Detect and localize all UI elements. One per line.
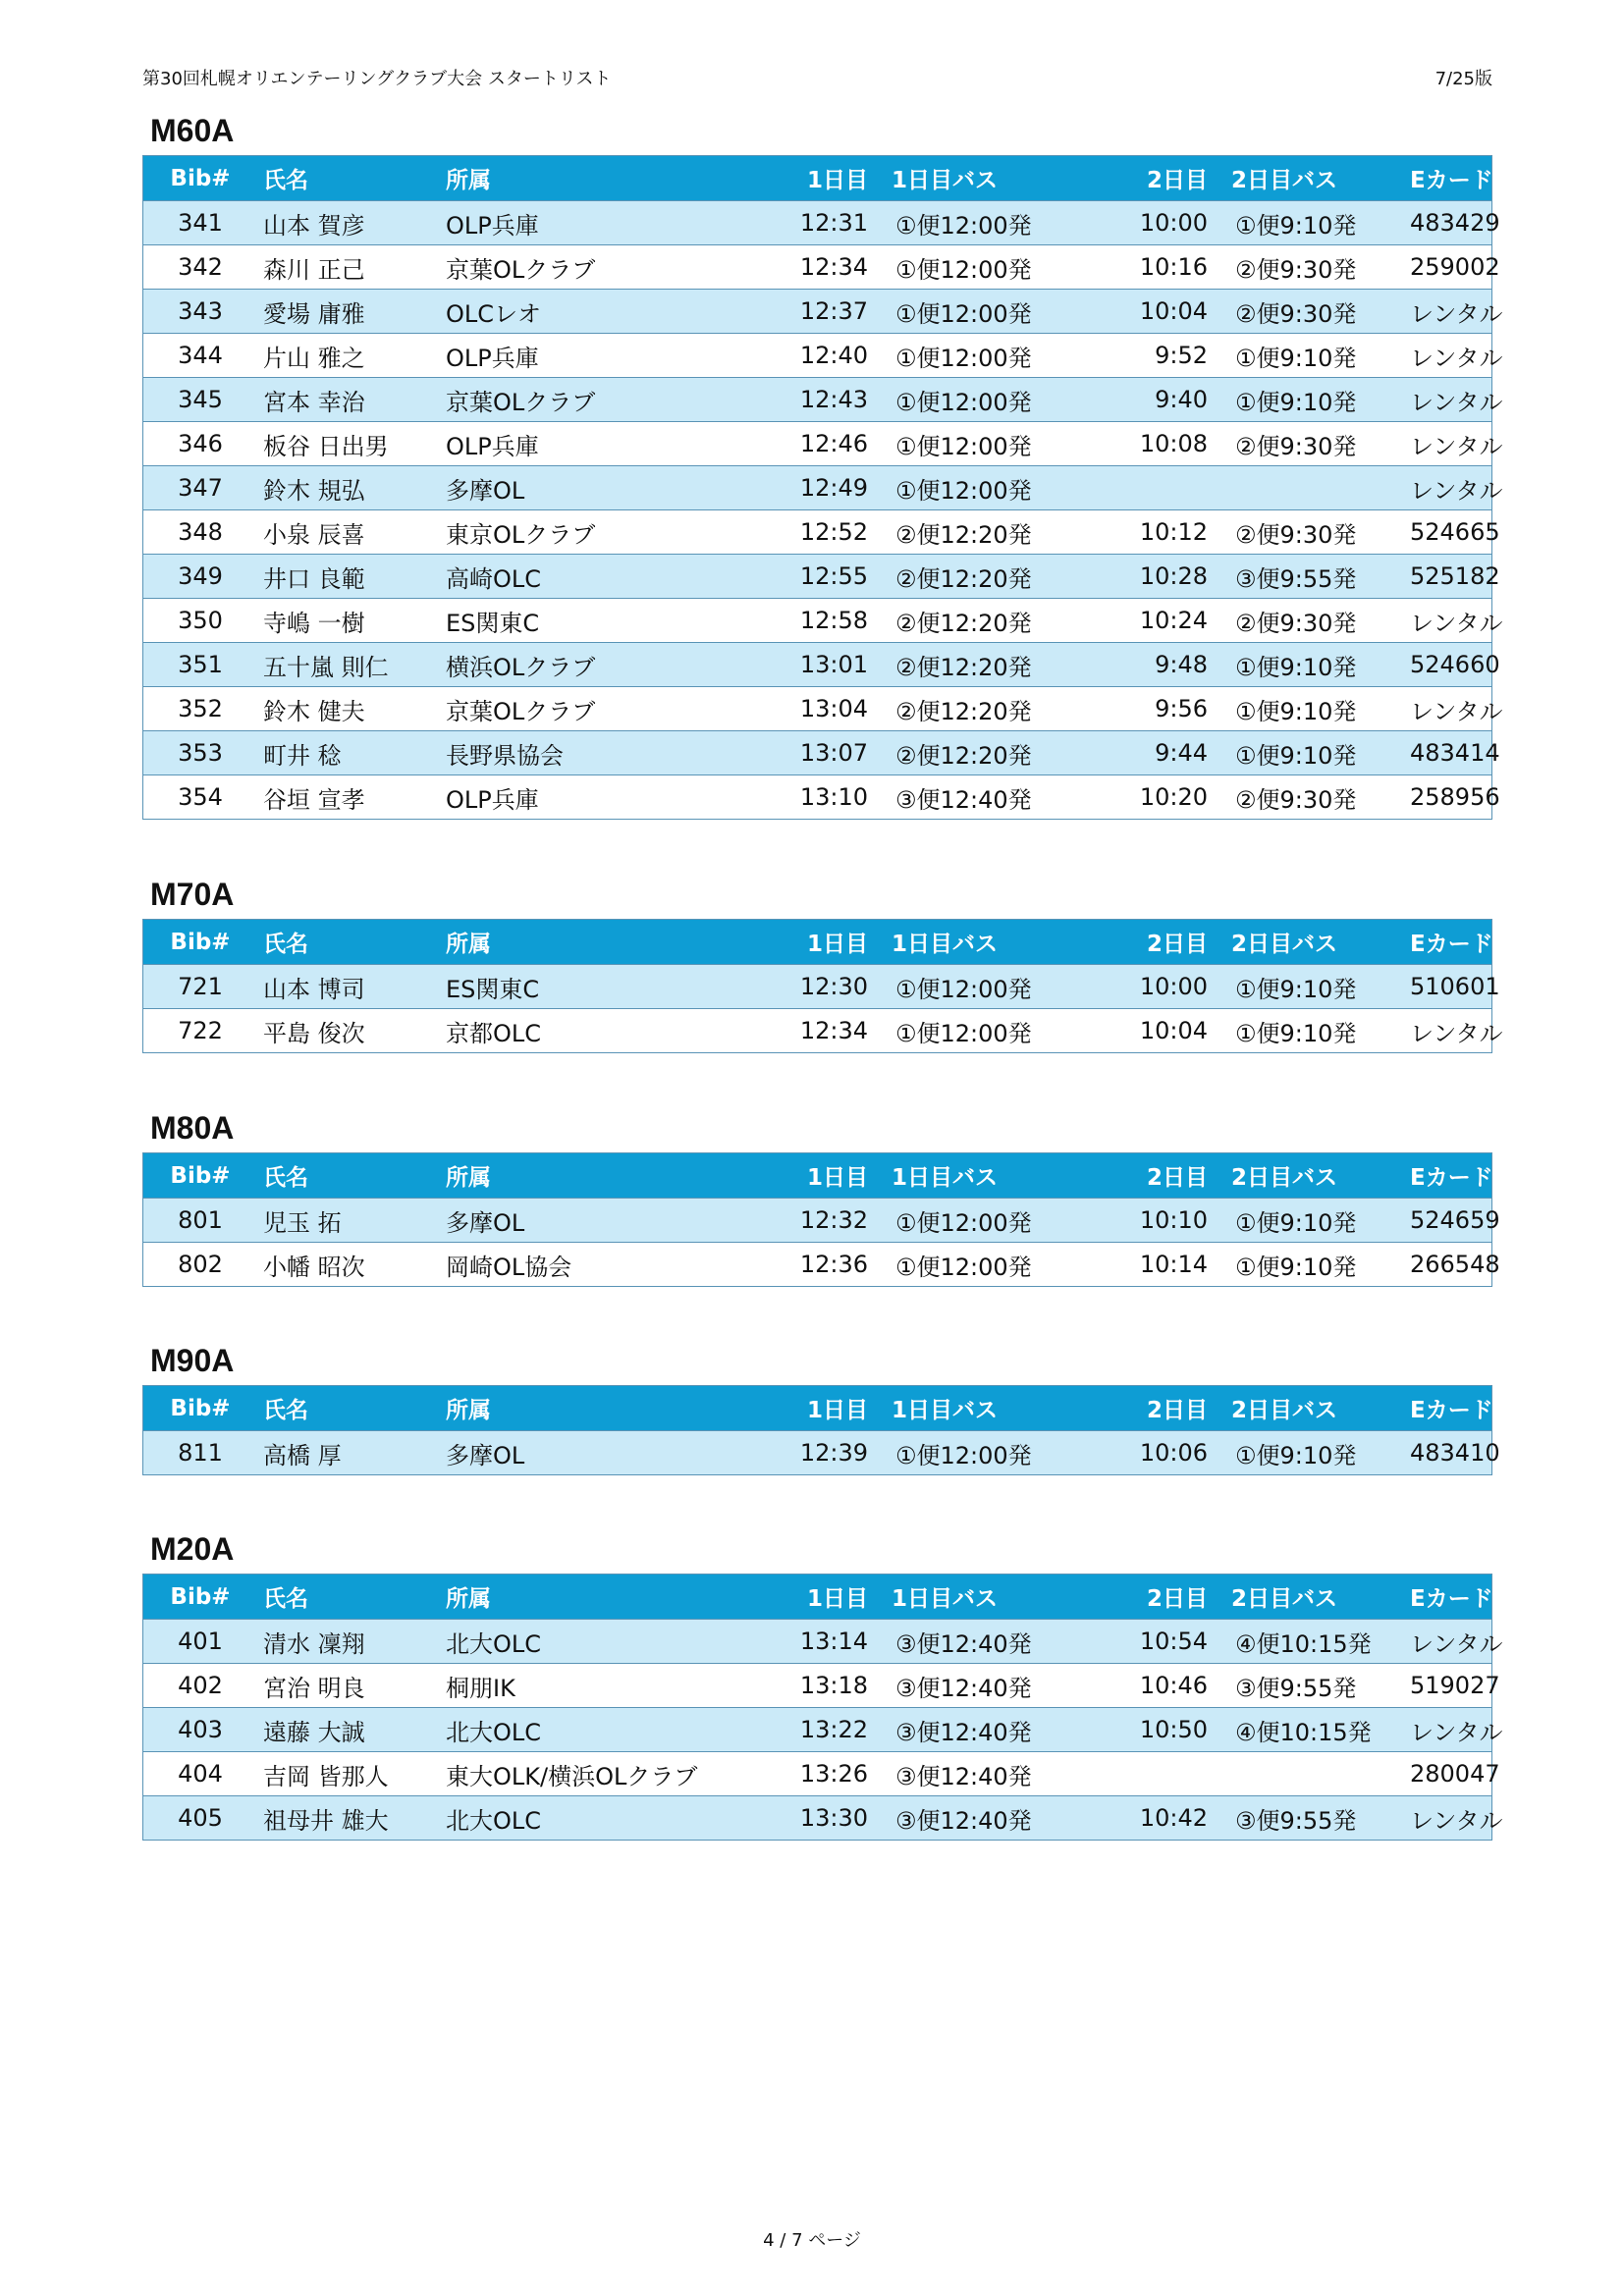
day2-bus-cell: ①便9:10発 — [1214, 643, 1404, 687]
day2-time-cell: 10:16 — [1070, 245, 1214, 290]
day2-time-cell: 9:40 — [1070, 378, 1214, 422]
table-row — [143, 555, 1492, 599]
bib-cell: 343 — [143, 290, 258, 334]
section-m20a — [142, 1528, 1539, 1841]
name-cell: 鈴木 健夫 — [257, 687, 440, 731]
column-header-bib: Bib# — [143, 1386, 258, 1431]
name-cell: 寺嶋 一樹 — [257, 599, 440, 643]
day1-time-cell: 13:01 — [750, 643, 874, 687]
column-header-day1-bus: 1日目バス — [874, 920, 1070, 965]
table-row — [143, 1664, 1492, 1708]
club-cell: ES関東C — [440, 599, 750, 643]
table-row — [143, 510, 1492, 555]
name-cell: 井口 良範 — [257, 555, 440, 599]
day1-time-cell: 13:04 — [750, 687, 874, 731]
start-list-table — [142, 919, 1539, 1053]
day2-bus-cell — [1214, 1752, 1404, 1796]
day1-bus-cell: ①便12:00発 — [874, 334, 1070, 378]
day1-bus-cell: ②便12:20発 — [874, 731, 1070, 775]
day2-time-cell: 10:12 — [1070, 510, 1214, 555]
column-header-day2-bus: 2日目バス — [1214, 920, 1404, 965]
day1-time-cell: 12:52 — [750, 510, 874, 555]
name-cell: 清水 凜翔 — [257, 1620, 440, 1664]
day2-bus-cell: ①便9:10発 — [1214, 334, 1404, 378]
column-header-day1: 1日目 — [750, 920, 874, 965]
section-m80a — [142, 1107, 1539, 1287]
day1-time-cell: 13:22 — [750, 1708, 874, 1752]
column-header-ecard: Eカード番号 — [1404, 920, 1492, 965]
club-cell: ES関東C — [440, 965, 750, 1009]
bib-cell: 802 — [143, 1243, 258, 1287]
day2-bus-cell: ③便9:55発 — [1214, 555, 1404, 599]
day2-time-cell: 9:52 — [1070, 334, 1214, 378]
section-m60a — [142, 110, 1539, 820]
table-row — [143, 334, 1492, 378]
ecard-cell: レンタル — [1404, 599, 1492, 643]
day2-bus-cell: ④便10:15発 — [1214, 1708, 1404, 1752]
day2-time-cell: 10:50 — [1070, 1708, 1214, 1752]
column-header-day1: 1日目 — [750, 1386, 874, 1431]
name-cell: 鈴木 規弘 — [257, 466, 440, 510]
day2-time-cell: 10:14 — [1070, 1243, 1214, 1287]
ecard-cell: 524660 — [1404, 643, 1492, 687]
day1-time-cell: 13:10 — [750, 775, 874, 820]
column-header-bib: Bib# — [143, 1153, 258, 1199]
table-row — [143, 643, 1492, 687]
ecard-cell: レンタル — [1404, 1009, 1492, 1053]
day1-bus-cell: ①便12:00発 — [874, 290, 1070, 334]
day1-time-cell: 12:30 — [750, 965, 874, 1009]
day1-bus-cell: ③便12:40発 — [874, 1752, 1070, 1796]
day2-bus-cell: ③便9:55発 — [1214, 1796, 1404, 1841]
table-header-row — [143, 920, 1492, 965]
day1-time-cell: 13:18 — [750, 1664, 874, 1708]
day1-bus-cell: ③便12:40発 — [874, 775, 1070, 820]
table-row — [143, 201, 1492, 245]
name-cell: 五十嵐 則仁 — [257, 643, 440, 687]
day1-bus-cell: ①便12:00発 — [874, 466, 1070, 510]
name-cell: 児玉 拓 — [257, 1199, 440, 1243]
name-cell: 山本 博司 — [257, 965, 440, 1009]
ecard-cell: 519027 — [1404, 1664, 1492, 1708]
day2-time-cell: 10:00 — [1070, 965, 1214, 1009]
bib-cell: 403 — [143, 1708, 258, 1752]
table-row — [143, 1243, 1492, 1287]
ecard-cell: レンタル — [1404, 334, 1492, 378]
name-cell: 宮本 幸治 — [257, 378, 440, 422]
day1-time-cell: 12:32 — [750, 1199, 874, 1243]
bib-cell: 341 — [143, 201, 258, 245]
day1-time-cell: 12:39 — [750, 1431, 874, 1475]
document-version: 7/25版 — [1435, 69, 1492, 89]
day2-bus-cell: ①便9:10発 — [1214, 1009, 1404, 1053]
column-header-day2-bus: 2日目バス — [1214, 1386, 1404, 1431]
club-cell: 多摩OL — [440, 1431, 750, 1475]
column-header-day2: 2日目 — [1070, 920, 1214, 965]
column-header-bib: Bib# — [143, 920, 258, 965]
day1-bus-cell: ①便12:00発 — [874, 245, 1070, 290]
day1-time-cell: 12:46 — [750, 422, 874, 466]
bib-cell: 401 — [143, 1620, 258, 1664]
section-title: M70A — [150, 877, 235, 912]
column-header-ecard: Eカード番号 — [1404, 156, 1492, 201]
day1-bus-cell: ①便12:00発 — [874, 422, 1070, 466]
day2-bus-cell: ②便9:30発 — [1214, 245, 1404, 290]
name-cell: 片山 雅之 — [257, 334, 440, 378]
column-header-day2-bus: 2日目バス — [1214, 156, 1404, 201]
column-header-day1-bus: 1日目バス — [874, 156, 1070, 201]
bib-cell: 344 — [143, 334, 258, 378]
club-cell: 東大OLK/横浜OLクラブ — [440, 1752, 750, 1796]
day1-time-cell: 12:40 — [750, 334, 874, 378]
day2-time-cell: 10:54 — [1070, 1620, 1214, 1664]
club-cell: OLP兵庫 — [440, 201, 750, 245]
table-row — [143, 466, 1492, 510]
club-cell: 多摩OL — [440, 466, 750, 510]
club-cell: 北大OLC — [440, 1796, 750, 1841]
club-cell: 岡崎OL協会 — [440, 1243, 750, 1287]
day2-time-cell: 10:28 — [1070, 555, 1214, 599]
day1-bus-cell: ②便12:20発 — [874, 643, 1070, 687]
name-cell: 町井 稔 — [257, 731, 440, 775]
name-cell: 愛場 庸雅 — [257, 290, 440, 334]
start-list-table — [142, 155, 1539, 820]
ecard-cell: 483429 — [1404, 201, 1492, 245]
table-header-row — [143, 1575, 1492, 1620]
day2-bus-cell: ①便9:10発 — [1214, 1199, 1404, 1243]
page-header — [142, 65, 1492, 90]
club-cell: OLCレオ — [440, 290, 750, 334]
bib-cell: 354 — [143, 775, 258, 820]
table-row — [143, 731, 1492, 775]
page-number: 4 / 7 ページ — [763, 2230, 861, 2251]
section-m90a — [142, 1340, 1539, 1475]
day1-time-cell: 13:07 — [750, 731, 874, 775]
column-header-club: 所属 — [440, 1575, 750, 1620]
table-row — [143, 245, 1492, 290]
name-cell: 森川 正己 — [257, 245, 440, 290]
section-title: M20A — [150, 1531, 235, 1567]
club-cell: OLP兵庫 — [440, 775, 750, 820]
section-title: M90A — [150, 1343, 235, 1378]
day1-bus-cell: ②便12:20発 — [874, 555, 1070, 599]
column-header-day1: 1日目 — [750, 156, 874, 201]
day2-time-cell: 10:24 — [1070, 599, 1214, 643]
ecard-cell: レンタル — [1404, 378, 1492, 422]
name-cell: 吉岡 皆那人 — [257, 1752, 440, 1796]
table-row — [143, 1796, 1492, 1841]
day2-time-cell: 9:48 — [1070, 643, 1214, 687]
column-header-day2: 2日目 — [1070, 1575, 1214, 1620]
day2-bus-cell: ②便9:30発 — [1214, 775, 1404, 820]
club-cell: 京葉OLクラブ — [440, 378, 750, 422]
name-cell: 高橋 厚 — [257, 1431, 440, 1475]
club-cell: 北大OLC — [440, 1620, 750, 1664]
section-title: M60A — [150, 113, 235, 148]
day1-bus-cell: ③便12:40発 — [874, 1664, 1070, 1708]
column-header-ecard: Eカード番号 — [1404, 1575, 1492, 1620]
column-header-day2-bus: 2日目バス — [1214, 1575, 1404, 1620]
column-header-ecard: Eカード番号 — [1404, 1153, 1492, 1199]
bib-cell: 347 — [143, 466, 258, 510]
club-cell: 高崎OLC — [440, 555, 750, 599]
bib-cell: 402 — [143, 1664, 258, 1708]
ecard-cell: 510601 — [1404, 965, 1492, 1009]
day1-bus-cell: ③便12:40発 — [874, 1796, 1070, 1841]
name-cell: 小泉 辰喜 — [257, 510, 440, 555]
club-cell: OLP兵庫 — [440, 334, 750, 378]
day1-bus-cell: ①便12:00発 — [874, 1009, 1070, 1053]
day2-bus-cell: ①便9:10発 — [1214, 1431, 1404, 1475]
column-header-name: 氏名 — [257, 1153, 440, 1199]
club-cell: 京葉OLクラブ — [440, 245, 750, 290]
club-cell: 北大OLC — [440, 1708, 750, 1752]
column-header-club: 所属 — [440, 920, 750, 965]
column-header-day2: 2日目 — [1070, 1386, 1214, 1431]
day2-bus-cell: ③便9:55発 — [1214, 1664, 1404, 1708]
bib-cell: 346 — [143, 422, 258, 466]
ecard-cell: 258956 — [1404, 775, 1492, 820]
day2-time-cell: 10:04 — [1070, 1009, 1214, 1053]
table-header-row — [143, 156, 1492, 201]
day2-bus-cell: ②便9:30発 — [1214, 510, 1404, 555]
day1-bus-cell: ①便12:00発 — [874, 1243, 1070, 1287]
ecard-cell: 483410 — [1404, 1431, 1492, 1475]
name-cell: 山本 賀彦 — [257, 201, 440, 245]
name-cell: 祖母井 雄大 — [257, 1796, 440, 1841]
column-header-day1: 1日目 — [750, 1575, 874, 1620]
name-cell: 谷垣 宣孝 — [257, 775, 440, 820]
start-list-table — [142, 1574, 1539, 1841]
bib-cell: 801 — [143, 1199, 258, 1243]
column-header-name: 氏名 — [257, 156, 440, 201]
ecard-cell: 266548 — [1404, 1243, 1492, 1287]
ecard-cell: レンタル — [1404, 1708, 1492, 1752]
table-row — [143, 1199, 1492, 1243]
table-row — [143, 965, 1492, 1009]
bib-cell: 350 — [143, 599, 258, 643]
ecard-cell: レンタル — [1404, 290, 1492, 334]
day2-time-cell: 10:06 — [1070, 1431, 1214, 1475]
column-header-club: 所属 — [440, 1386, 750, 1431]
day1-time-cell: 12:49 — [750, 466, 874, 510]
day1-bus-cell: ①便12:00発 — [874, 201, 1070, 245]
club-cell: 桐朋IK — [440, 1664, 750, 1708]
day2-bus-cell — [1214, 466, 1404, 510]
table-row — [143, 1708, 1492, 1752]
bib-cell: 349 — [143, 555, 258, 599]
day2-bus-cell: ②便9:30発 — [1214, 422, 1404, 466]
day2-time-cell: 10:04 — [1070, 290, 1214, 334]
column-header-day1-bus: 1日目バス — [874, 1386, 1070, 1431]
day2-time-cell: 10:00 — [1070, 201, 1214, 245]
ecard-cell: レンタル — [1404, 422, 1492, 466]
day1-time-cell: 12:31 — [750, 201, 874, 245]
column-header-day1: 1日目 — [750, 1153, 874, 1199]
club-cell: 京都OLC — [440, 1009, 750, 1053]
column-header-ecard: Eカード番号 — [1404, 1386, 1492, 1431]
day1-time-cell: 13:30 — [750, 1796, 874, 1841]
day2-time-cell: 10:08 — [1070, 422, 1214, 466]
ecard-cell: 524659 — [1404, 1199, 1492, 1243]
table-row — [143, 1752, 1492, 1796]
name-cell: 板谷 日出男 — [257, 422, 440, 466]
day1-time-cell: 12:55 — [750, 555, 874, 599]
day2-time-cell: 10:20 — [1070, 775, 1214, 820]
table-row — [143, 687, 1492, 731]
table-row — [143, 1431, 1492, 1475]
club-cell: 東京OLクラブ — [440, 510, 750, 555]
table-row — [143, 1620, 1492, 1664]
day1-bus-cell: ②便12:20発 — [874, 510, 1070, 555]
column-header-name: 氏名 — [257, 1386, 440, 1431]
bib-cell: 342 — [143, 245, 258, 290]
club-cell: 多摩OL — [440, 1199, 750, 1243]
bib-cell: 405 — [143, 1796, 258, 1841]
bib-cell: 351 — [143, 643, 258, 687]
table-header-row — [143, 1386, 1492, 1431]
day1-bus-cell: ③便12:40発 — [874, 1620, 1070, 1664]
name-cell: 遠藤 大誠 — [257, 1708, 440, 1752]
day2-bus-cell: ④便10:15発 — [1214, 1620, 1404, 1664]
day1-time-cell: 12:34 — [750, 245, 874, 290]
column-header-day2: 2日目 — [1070, 1153, 1214, 1199]
day1-bus-cell: ①便12:00発 — [874, 965, 1070, 1009]
column-header-name: 氏名 — [257, 920, 440, 965]
day1-bus-cell: ③便12:40発 — [874, 1708, 1070, 1752]
day2-time-cell: 10:10 — [1070, 1199, 1214, 1243]
ecard-cell: レンタル — [1404, 466, 1492, 510]
bib-cell: 352 — [143, 687, 258, 731]
day1-time-cell: 12:43 — [750, 378, 874, 422]
table-row — [143, 775, 1492, 820]
table-header-row — [143, 1153, 1492, 1199]
ecard-cell: 259002 — [1404, 245, 1492, 290]
club-cell: 長野県協会 — [440, 731, 750, 775]
day2-bus-cell: ①便9:10発 — [1214, 731, 1404, 775]
ecard-cell: レンタル — [1404, 1620, 1492, 1664]
name-cell: 平島 俊次 — [257, 1009, 440, 1053]
ecard-cell: 280047 — [1404, 1752, 1492, 1796]
day1-time-cell: 13:26 — [750, 1752, 874, 1796]
ecard-cell: 483414 — [1404, 731, 1492, 775]
day1-bus-cell: ②便12:20発 — [874, 599, 1070, 643]
section-m70a — [142, 874, 1539, 1053]
bib-cell: 404 — [143, 1752, 258, 1796]
day1-time-cell: 12:36 — [750, 1243, 874, 1287]
day2-bus-cell: ①便9:10発 — [1214, 1243, 1404, 1287]
document-title: 第30回札幌オリエンテーリングクラブ大会 スタートリスト — [142, 69, 612, 89]
column-header-day2-bus: 2日目バス — [1214, 1153, 1404, 1199]
name-cell: 小幡 昭次 — [257, 1243, 440, 1287]
day2-bus-cell: ①便9:10発 — [1214, 687, 1404, 731]
bib-cell: 811 — [143, 1431, 258, 1475]
day1-bus-cell: ②便12:20発 — [874, 687, 1070, 731]
start-list-table — [142, 1152, 1539, 1287]
day2-time-cell: 9:56 — [1070, 687, 1214, 731]
bib-cell: 353 — [143, 731, 258, 775]
table-row — [143, 378, 1492, 422]
day2-bus-cell: ①便9:10発 — [1214, 378, 1404, 422]
bib-cell: 348 — [143, 510, 258, 555]
start-list-table — [142, 1385, 1539, 1475]
day1-time-cell: 12:37 — [750, 290, 874, 334]
day2-bus-cell: ①便9:10発 — [1214, 965, 1404, 1009]
name-cell: 宮治 明良 — [257, 1664, 440, 1708]
day1-time-cell: 13:14 — [750, 1620, 874, 1664]
day1-time-cell: 12:34 — [750, 1009, 874, 1053]
ecard-cell: 525182 — [1404, 555, 1492, 599]
column-header-day1-bus: 1日目バス — [874, 1153, 1070, 1199]
club-cell: 横浜OLクラブ — [440, 643, 750, 687]
bib-cell: 721 — [143, 965, 258, 1009]
table-row — [143, 1009, 1492, 1053]
club-cell: 京葉OLクラブ — [440, 687, 750, 731]
club-cell: OLP兵庫 — [440, 422, 750, 466]
bib-cell: 722 — [143, 1009, 258, 1053]
column-header-club: 所属 — [440, 156, 750, 201]
column-header-club: 所属 — [440, 1153, 750, 1199]
day1-bus-cell: ①便12:00発 — [874, 1431, 1070, 1475]
column-header-day2: 2日目 — [1070, 156, 1214, 201]
day2-time-cell: 10:46 — [1070, 1664, 1214, 1708]
bib-cell: 345 — [143, 378, 258, 422]
column-header-bib: Bib# — [143, 156, 258, 201]
ecard-cell: レンタル — [1404, 1796, 1492, 1841]
table-row — [143, 599, 1492, 643]
column-header-bib: Bib# — [143, 1575, 258, 1620]
day1-bus-cell: ①便12:00発 — [874, 1199, 1070, 1243]
day2-time-cell: 10:42 — [1070, 1796, 1214, 1841]
column-header-day1-bus: 1日目バス — [874, 1575, 1070, 1620]
table-row — [143, 290, 1492, 334]
day1-time-cell: 12:58 — [750, 599, 874, 643]
day2-bus-cell: ①便9:10発 — [1214, 201, 1404, 245]
day2-bus-cell: ②便9:30発 — [1214, 290, 1404, 334]
column-header-name: 氏名 — [257, 1575, 440, 1620]
ecard-cell: 524665 — [1404, 510, 1492, 555]
day1-bus-cell: ①便12:00発 — [874, 378, 1070, 422]
table-row — [143, 422, 1492, 466]
day2-time-cell — [1070, 1752, 1214, 1796]
day2-time-cell — [1070, 466, 1214, 510]
day2-time-cell: 9:44 — [1070, 731, 1214, 775]
ecard-cell: レンタル — [1404, 687, 1492, 731]
section-title: M80A — [150, 1110, 235, 1146]
day2-bus-cell: ②便9:30発 — [1214, 599, 1404, 643]
